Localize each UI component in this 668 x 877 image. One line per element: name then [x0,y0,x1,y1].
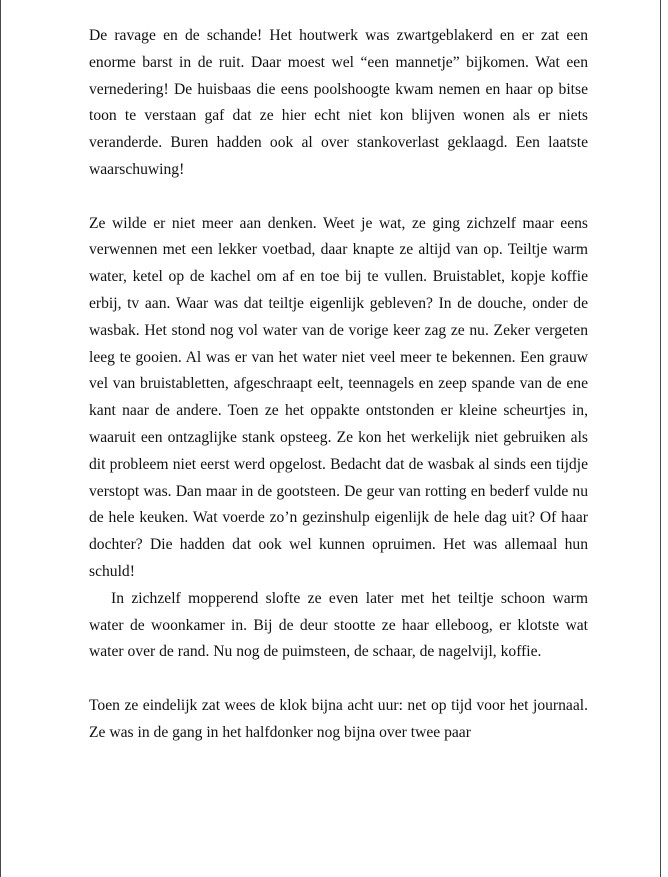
body-text [89,23,588,747]
paragraph-3: In zichzelf mopperend slofte ze even later met het teiltje schoon warm water de woonkamer in. Bij de deur stootte ze haar elleboog, er klotste wat water over de rand. Nu nog de puimsteen, de schaar, de nagelvijl, koffie. [89,589,588,661]
paragraph-1: De ravage en de schande! Het houtwerk was zwartgeblakerd en er zat een enorme barst in de ruit. Daar moest wel “een mannetje” bijkomen. Wat een vernedering! De huisbaas die eens poolshoogte kwam nemen en haar op bitse toon te verstaan gaf dat ze hier echt niet kon blijven wonen als er niets veranderde. Buren hadden ook al over stankoverlast geklaagd. Een laatste waarschuwing! [89,27,588,178]
paragraph-4: Toen ze eindelijk zat wees de klok bijna acht uur: net op tijd voor het journaal. Ze was in de gang in het halfdonker nog bijna over twee paar [89,696,588,741]
paragraph-spacer [89,666,588,693]
paragraph-2: Ze wilde er niet meer aan denken. Weet je wat, ze ging zichzelf maar eens verwennen met een lekker voetbad, daar knapte ze altijd van op. Teiltje warm water, ketel op de kachel om af en toe bij te vullen. Bruistablet, kopje koffie erbij, tv aan. Waar was dat teiltje eigenlijk gebleven? In de douche, onder de wasbak. Het stond nog vol water van de vorige keer zag ze nu. Zeker vergeten leeg te gooien. Al was er van het water niet veel meer te bekennen. Een grauw vel van bruistabletten, afgeschraapt eelt, teennagels en zeep spande van de ene kant naar de andere. Toen ze het oppakte ontstonden er kleine scheurtjes in, waaruit een ontzaglijke stank opsteeg. Ze kon het werkelijk niet gebruiken als dit probleem niet eerst werd opgelost. Bedacht dat de wasbak al sinds een tijdje verstopt was. Dan maar in de gootsteen. De geur van rotting en bederf vulde nu de hele keuken. Wat voerde zo’n gezinshulp eigenlijk de hele dag uit? Of haar dochter? Die hadden dat ook wel kunnen opruimen. Het was allemaal hun schuld! [89,214,588,580]
paragraph-spacer [89,184,588,211]
